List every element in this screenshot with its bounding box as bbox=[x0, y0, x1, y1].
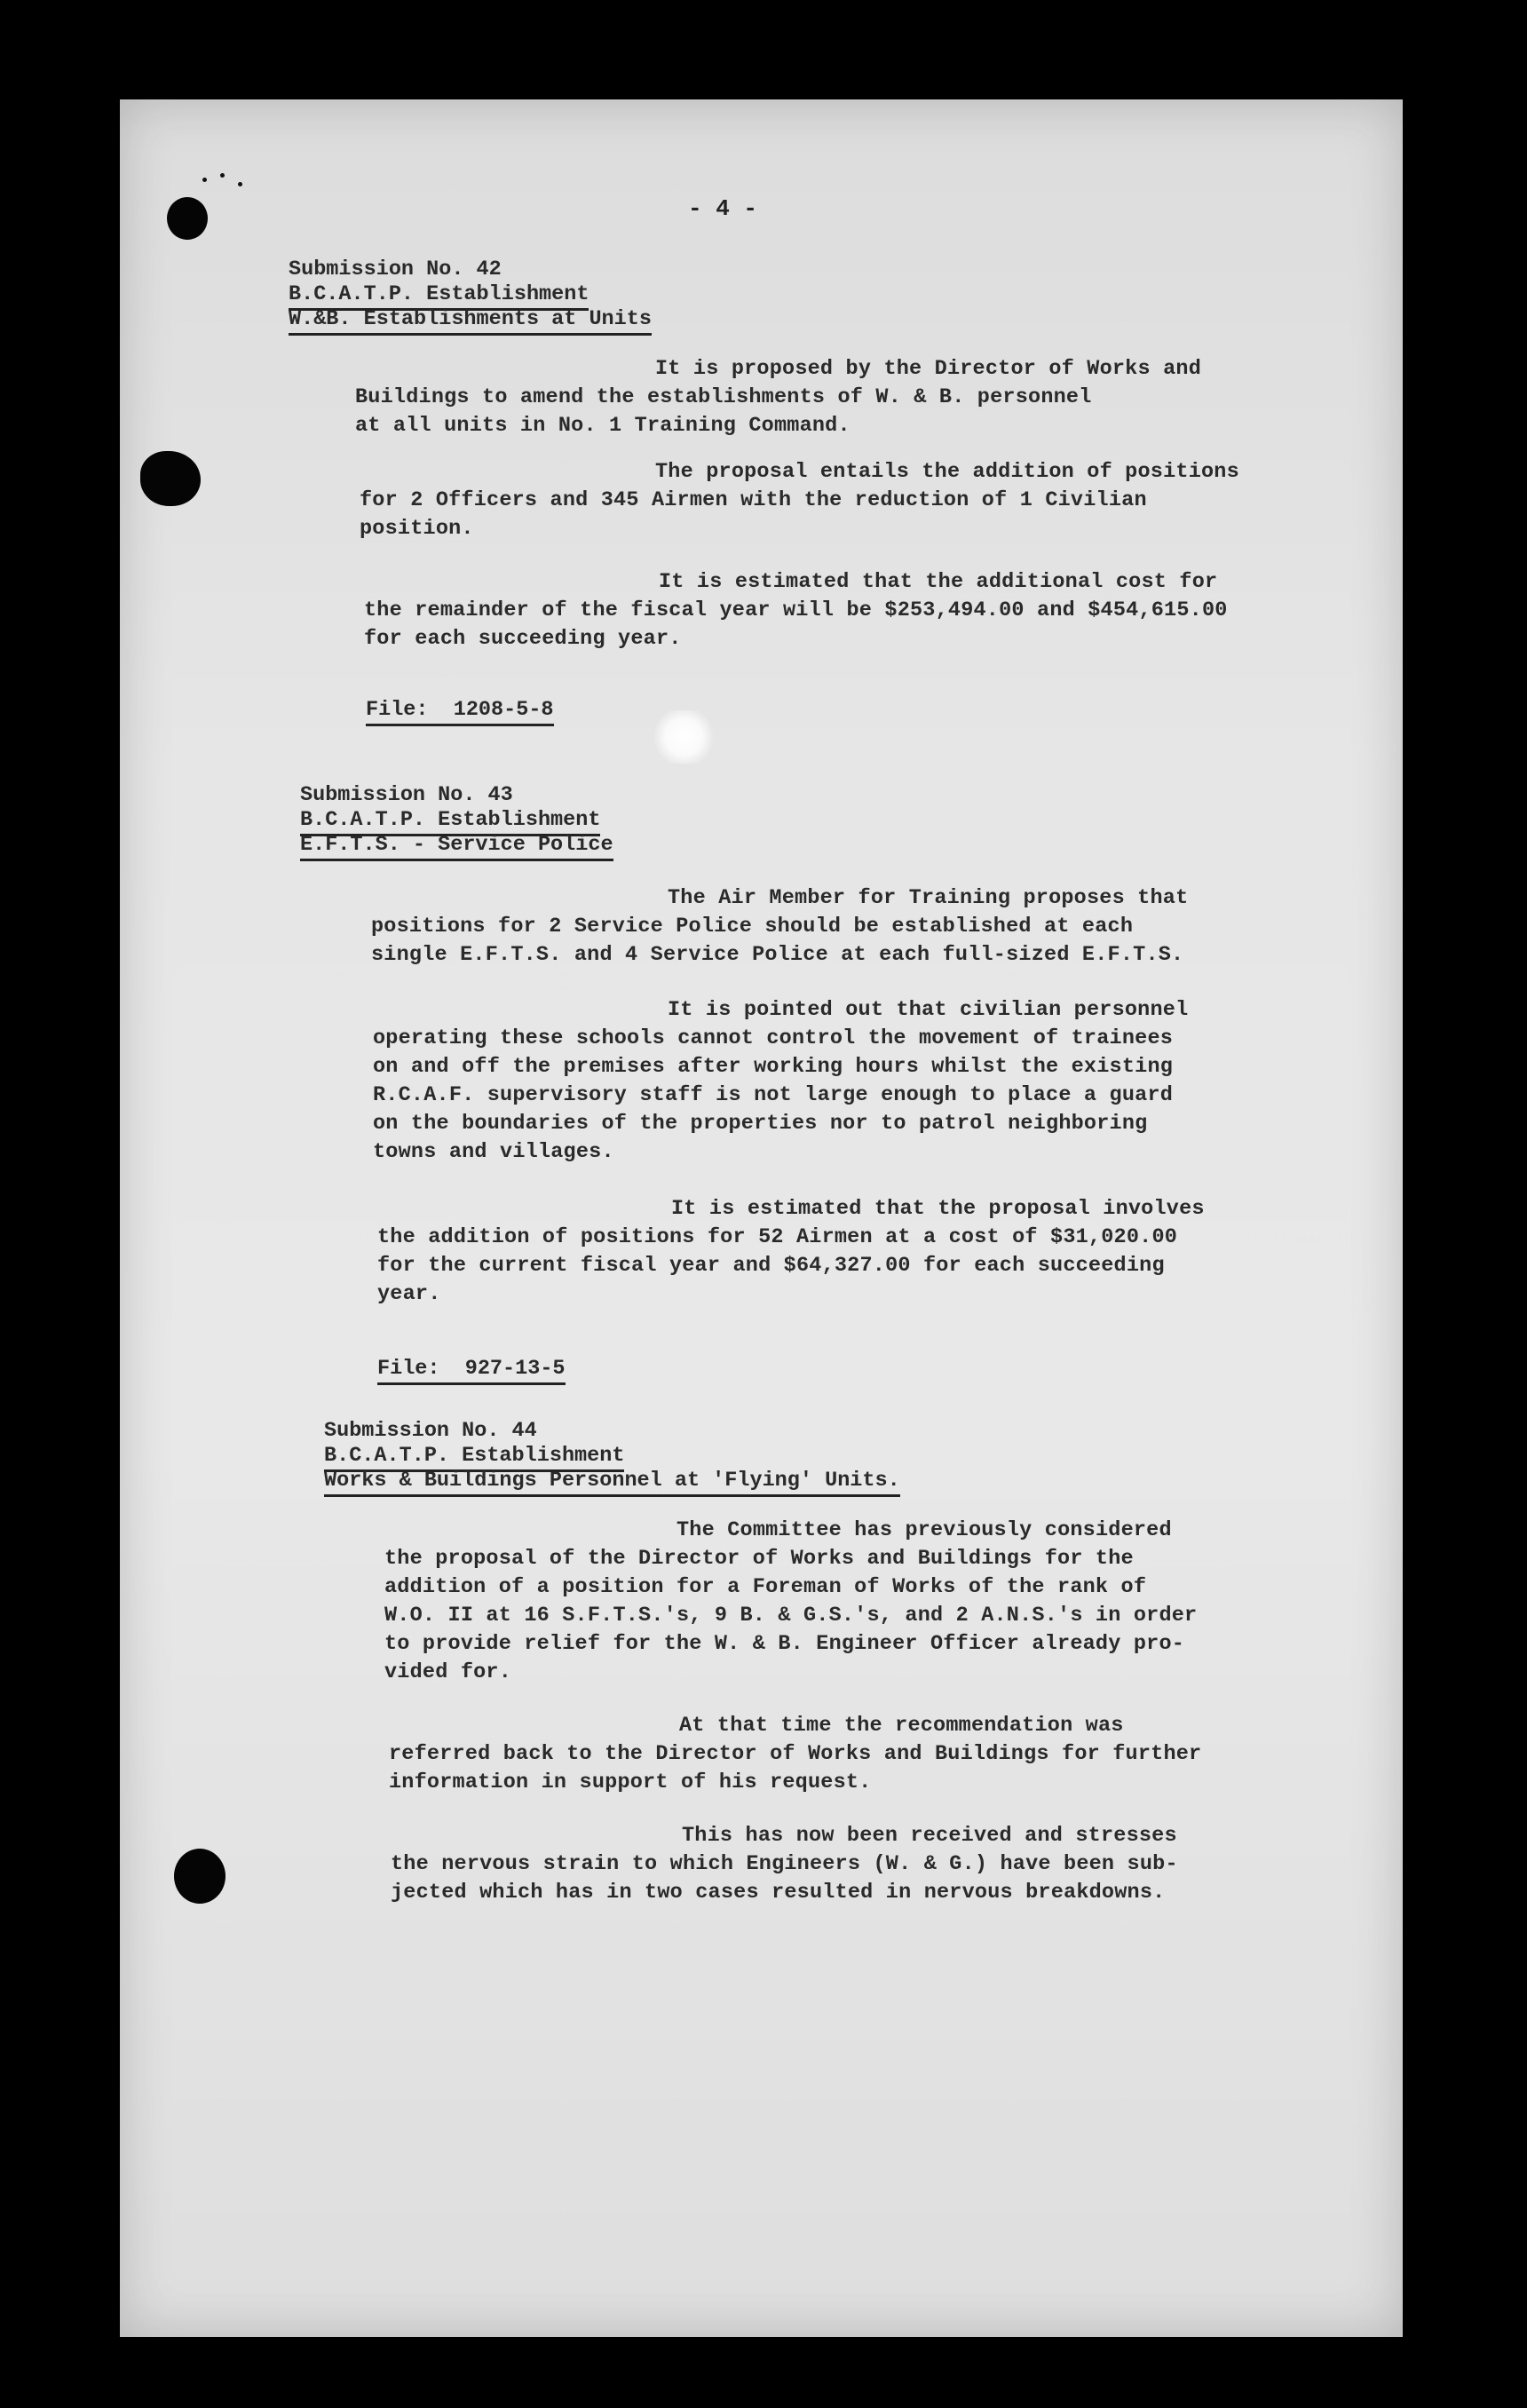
paragraph-first-line: It is estimated that the proposal involves bbox=[671, 1197, 1205, 1221]
punch-hole-middle bbox=[140, 451, 201, 506]
paragraph-line: for the current fiscal year and $64,327.00 for each succeeding bbox=[377, 1254, 1165, 1278]
paragraph-first-line: This has now been received and stresses bbox=[682, 1824, 1177, 1848]
submission-subject: Works & Buildings Personnel at 'Flying' Units. bbox=[324, 1469, 900, 1497]
speck bbox=[220, 173, 225, 178]
file-reference: File: 927-13-5 bbox=[377, 1357, 566, 1385]
paragraph-line: Buildings to amend the establishments of W. & B. personnel bbox=[355, 385, 1092, 409]
submission-program: B.C.A.T.P. Establishment bbox=[300, 808, 600, 836]
paragraph-first-line: It is proposed by the Director of Works and bbox=[655, 357, 1201, 381]
paragraph-line: vided for. bbox=[384, 1660, 512, 1684]
paragraph-line: R.C.A.F. supervisory staff is not large enough to place a guard bbox=[373, 1083, 1174, 1107]
paragraph-first-line: At that time the recommendation was bbox=[679, 1714, 1124, 1738]
file-reference: File: 1208-5-8 bbox=[366, 698, 554, 726]
paragraph-line: to provide relief for the W. & B. Engineer Officer already pro- bbox=[384, 1632, 1185, 1656]
paragraph-line: operating these schools cannot control the movement of trainees bbox=[373, 1026, 1174, 1050]
paragraph-line: positions for 2 Service Police should be established at each bbox=[371, 915, 1134, 939]
paragraph-line: information in support of his request. bbox=[389, 1770, 872, 1794]
paragraph-line: for 2 Officers and 345 Airmen with the reduction of 1 Civilian bbox=[360, 488, 1147, 512]
paragraph-first-line: The proposal entails the addition of positions bbox=[655, 460, 1239, 484]
submission-subject: E.F.T.S. - Service Police bbox=[300, 833, 613, 861]
paragraph-line: the addition of positions for 52 Airmen at a cost of $31,020.00 bbox=[377, 1225, 1178, 1249]
paragraph-line: year. bbox=[377, 1282, 441, 1306]
paragraph-line: the remainder of the fiscal year will be $253,494.00 and $454,615.00 bbox=[364, 598, 1228, 622]
submission-program: B.C.A.T.P. Establishment bbox=[289, 282, 589, 311]
paragraph-first-line: It is pointed out that civilian personnel bbox=[668, 998, 1189, 1022]
paragraph-line: position. bbox=[360, 517, 474, 541]
paragraph-line: single E.F.T.S. and 4 Service Police at each full-sized E.F.T.S. bbox=[371, 943, 1184, 967]
punch-hole-top bbox=[167, 197, 208, 240]
paragraph-line: referred back to the Director of Works and Buildings for further bbox=[389, 1742, 1202, 1766]
paragraph-line: jected which has in two cases resulted in nervous breakdowns. bbox=[391, 1881, 1166, 1905]
paper-stain bbox=[653, 710, 715, 764]
paragraph-line: towns and villages. bbox=[373, 1140, 614, 1164]
paragraph-line: on the boundaries of the properties nor to patrol neighboring bbox=[373, 1112, 1148, 1136]
speck bbox=[238, 182, 242, 186]
speck bbox=[202, 178, 207, 182]
submission-subject: W.&B. Establishments at Units bbox=[289, 307, 652, 336]
paragraph-first-line: It is estimated that the additional cost for bbox=[659, 570, 1218, 594]
submission-number: Submission No. 43 bbox=[300, 783, 513, 807]
page-number: - 4 - bbox=[688, 195, 758, 222]
paragraph-line: the nervous strain to which Engineers (W. & G.) have been sub- bbox=[391, 1852, 1178, 1876]
paragraph-line: for each succeeding year. bbox=[364, 627, 682, 651]
submission-number: Submission No. 44 bbox=[324, 1419, 537, 1443]
paragraph-first-line: The Air Member for Training proposes that bbox=[668, 886, 1189, 910]
submission-program: B.C.A.T.P. Establishment bbox=[324, 1444, 624, 1472]
punch-hole-bottom bbox=[174, 1849, 225, 1904]
paragraph-line: at all units in No. 1 Training Command. bbox=[355, 414, 851, 438]
paragraph-line: on and off the premises after working hours whilst the existing bbox=[373, 1055, 1174, 1079]
submission-number: Submission No. 42 bbox=[289, 257, 502, 281]
paragraph-line: the proposal of the Director of Works and Buildings for the bbox=[384, 1547, 1134, 1571]
paragraph-first-line: The Committee has previously considered bbox=[676, 1518, 1172, 1542]
paragraph-line: W.O. II at 16 S.F.T.S.'s, 9 B. & G.S.'s, and 2 A.N.S.'s in order bbox=[384, 1604, 1198, 1628]
paragraph-line: addition of a position for a Foreman of Works of the rank of bbox=[384, 1575, 1147, 1599]
